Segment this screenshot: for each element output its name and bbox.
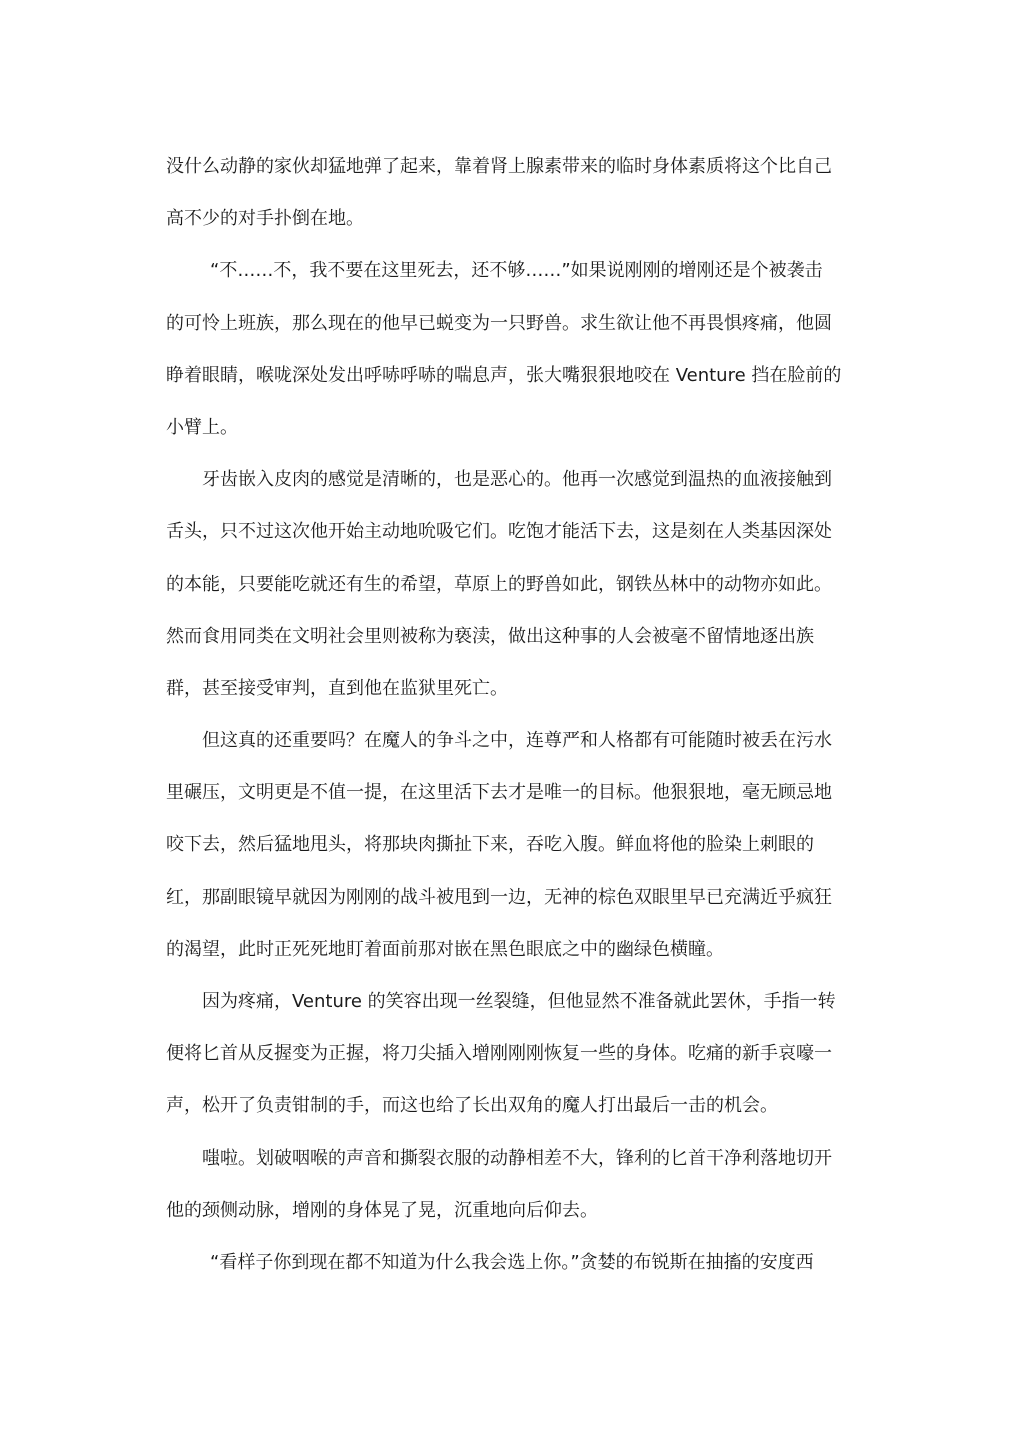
text-line: 睁着眼睛，喉咙深处发出呼哧呼哧的喘息声，张大嘴狠狠地咬在 Venture 挡在脸前的 — [166, 364, 842, 386]
text-line: 他的颈侧动脉，增刚的身体晃了晃，沉重地向后仰去。 — [166, 1199, 598, 1221]
text-line: 因为疼痛，Venture 的笑容出现一丝裂缝，但他显然不准备就此罢休，手指一转 — [202, 991, 836, 1012]
text-line: 小臂上。 — [166, 416, 238, 438]
text-line: 的可怜上班族，那么现在的他早已蜕变为一只野兽。求生欲让他不再畏惧疼痛，他圆 — [166, 312, 832, 334]
text-line: 牙齿嵌入皮肉的感觉是清晰的，也是恶心的。他再一次感觉到温热的血液接触到 — [202, 469, 832, 491]
body-text — [166, 141, 866, 1289]
text-line: 但这真的还重要吗？在魔人的争斗之中，连尊严和人格都有可能随时被丢在污水 — [202, 730, 832, 752]
text-line: 高不少的对手扑倒在地。 — [166, 208, 364, 230]
text-line: 的渴望，此时正死死地盯着面前那对嵌在黑色眼底之中的幽绿色横瞳。 — [166, 938, 724, 960]
text-line: 便将匕首从反握变为正握，将刀尖插入增刚刚刚恢复一些的身体。吃痛的新手哀嚎一 — [166, 1043, 832, 1065]
text-line: 声，松开了负责钳制的手，而这也给了长出双角的魔人打出最后一击的机会。 — [166, 1095, 778, 1117]
text-line: 舌头，只不过这次他开始主动地吮吸它们。吃饱才能活下去，这是刻在人类基因深处 — [166, 521, 832, 543]
text-line: 嗤啦。划破咽喉的声音和撕裂衣服的动静相差不大，锋利的匕首干净利落地切开 — [202, 1147, 832, 1169]
text-line: 然而食用同类在文明社会里则被称为亵渎，做出这种事的人会被毫不留情地逐出族 — [166, 625, 814, 647]
text-line: 没什么动静的家伙却猛地弹了起来，靠着肾上腺素带来的临时身体素质将这个比自己 — [166, 156, 832, 177]
text-line: “不……不，我不要在这里死去，还不够……”如果说刚刚的增刚还是个被袭击 — [210, 260, 823, 282]
text-line: “看样子你到现在都不知道为什么我会选上你。”贪婪的布锐斯在抽搐的安度西 — [210, 1251, 814, 1273]
text-line: 咬下去，然后猛地甩头，将那块肉撕扯下来，吞吃入腹。鲜血将他的脸染上刺眼的 — [166, 834, 814, 856]
text-line: 里碾压，文明更是不值一提，在这里活下去才是唯一的目标。他狠狠地，毫无顾忌地 — [166, 782, 832, 804]
text-line: 群，甚至接受审判，直到他在监狱里死亡。 — [166, 677, 508, 699]
text-line: 红，那副眼镜早就因为刚刚的战斗被甩到一边，无神的棕色双眼里早已充满近乎疯狂 — [166, 886, 832, 908]
text-line: 的本能，只要能吃就还有生的希望，草原上的野兽如此，钢铁丛林中的动物亦如此。 — [166, 573, 832, 595]
